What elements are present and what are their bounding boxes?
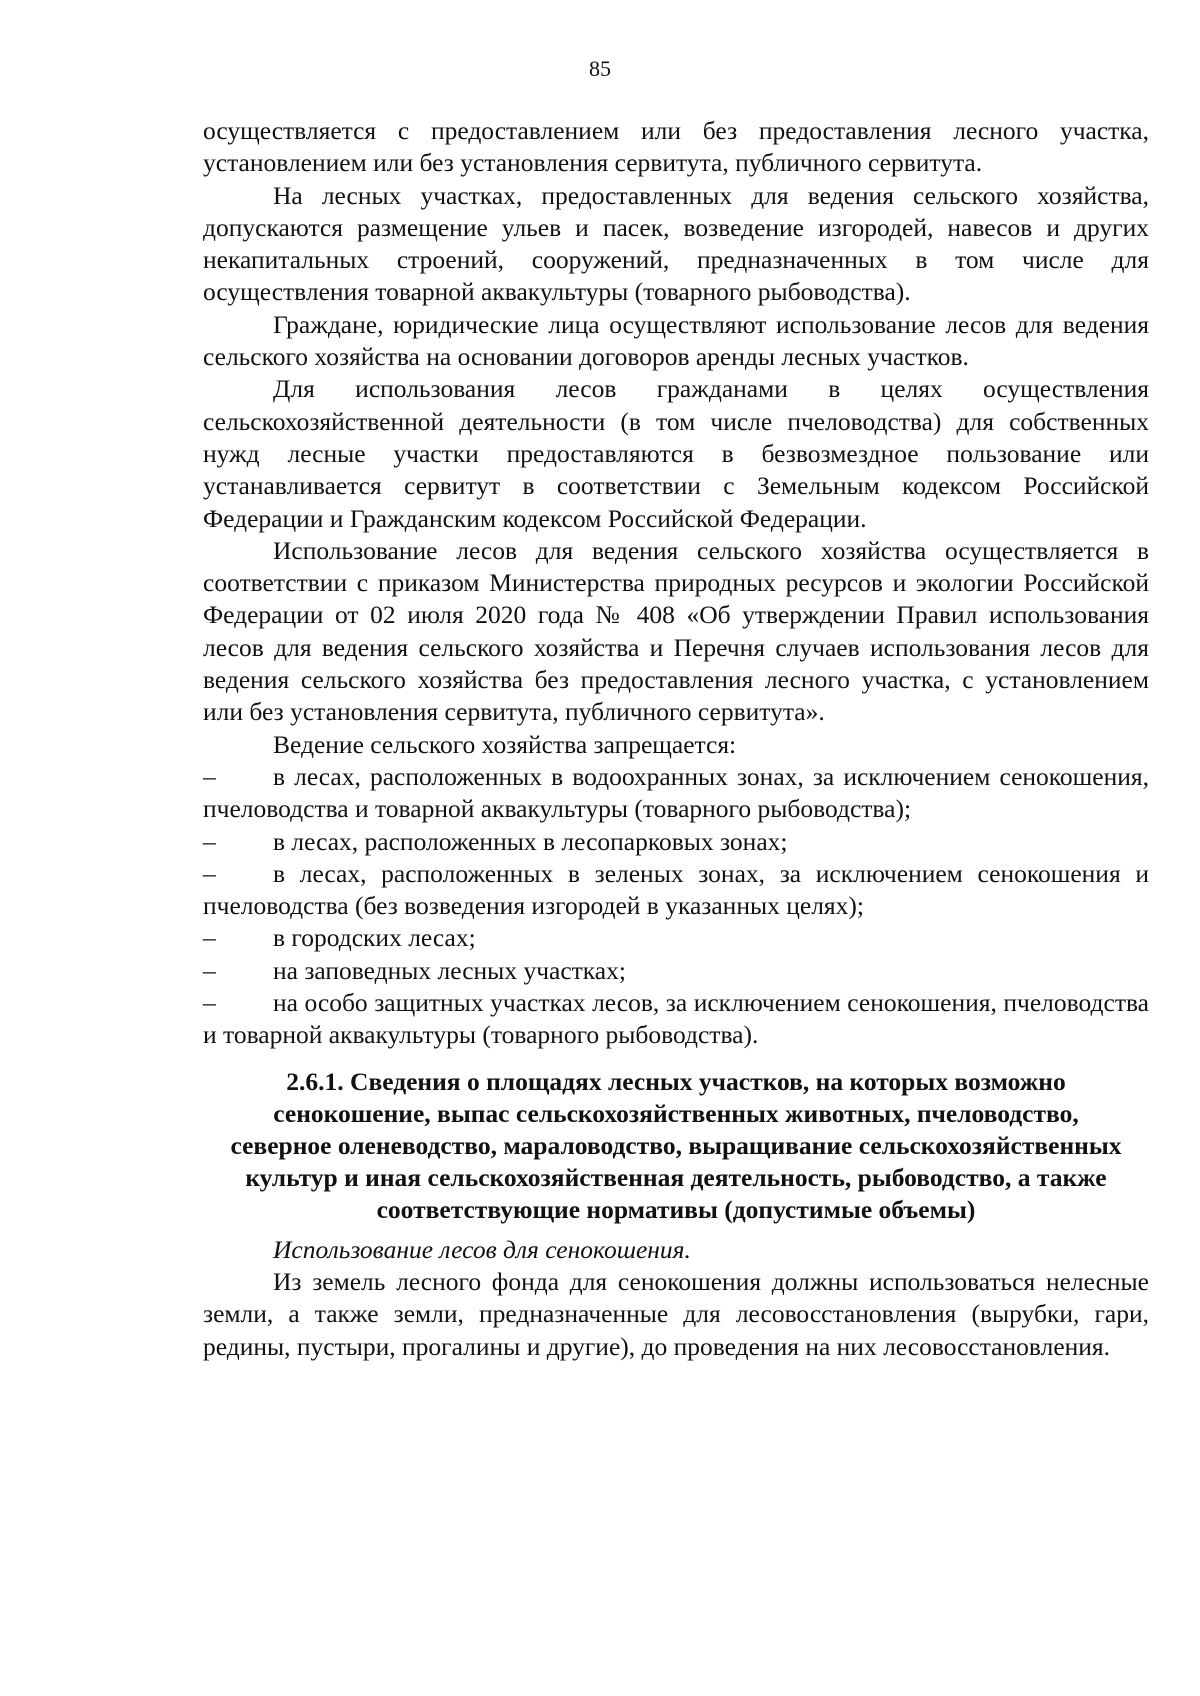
subheading-haymaking: Использование лесов для сенокошения. <box>273 1234 691 1264</box>
paragraph-prohibited-intro: Ведение сельского хозяйства запрещается: <box>273 729 737 759</box>
paragraph-haymaking-lands: Из земель лесного фонда для сенокошения должны использоваться нелесные земли, а также земли, предназначенные для лесовосстановления (вырубки, гари, редины, пустыри, прогалины и другие), до проведения на них лесовосстановления. <box>203 1266 1149 1361</box>
dash-marker: – <box>203 923 216 953</box>
list-item-text: в городских лесах; <box>273 923 476 953</box>
list-item-text: на особо защитных участках лесов, за исключением сенокошения, пчеловодства и товарной аквакультуры (товарного рыбоводства). <box>203 988 1149 1050</box>
list-item-text: на заповедных лесных участках; <box>273 955 626 985</box>
dash-marker: – <box>203 858 216 888</box>
paragraph-lease: Граждане, юридические лица осуществляют использование лесов для ведения сельского хозяйства на основании договоров аренды лесных участков. <box>203 309 1149 372</box>
dash-marker: – <box>203 988 216 1018</box>
list-item <box>203 955 1149 987</box>
dash-marker: – <box>203 955 216 985</box>
paragraph-order-408: Использование лесов для ведения сельского хозяйства осуществляется в соответствии с приказом Министерства природных ресурсов и экологии Российской Федерации от 02 июля 2020 года № 408 «Об утверждении Правил использования лесов для ведения сельского хозяйства и Перечня случаев использования лесов для ведения сельского хозяйства без предоставления лесного участка, с установлением или без установления сервитута, публичного сервитута». <box>203 535 1149 727</box>
paragraph-citizens-use: Для использования лесов гражданами в целях осуществления сельскохозяйственной деятельности (в том числе пчеловодства) для собственных нужд лесные участки предоставляются в безвозмездное пользование или устанавливается сервитут в соответствии с Земельным кодексом Российской Федерации и Гражданским кодексом Российской Федерации. <box>203 374 1149 533</box>
section-heading: 2.6.1. Сведения о площадях лесных участков, на которых возможно сенокошение, выпас сельскохозяйственных животных, пчеловодство, северное оленеводство, мараловодство, выращивание сельскохозяйственных культур и иная сельскохозяйственная деятельность, рыбоводство, а также соответствующие нормативы (допустимые объемы) <box>230 1066 1122 1224</box>
list-item <box>203 922 1149 954</box>
list-item <box>203 858 1149 923</box>
list-item-text: в лесах, расположенных в водоохранных зонах, за исключением сенокошения, пчеловодства и товарной аквакультуры (товарного рыбоводства); <box>203 761 1149 824</box>
list-item <box>203 987 1149 1052</box>
list-item-text: в лесах, расположенных в лесопарковых зонах; <box>273 826 788 856</box>
dash-marker: – <box>203 826 216 856</box>
page-number: 85 <box>589 56 611 81</box>
paragraph-structures: На лесных участках, предоставленных для ведения сельского хозяйства, допускаются размещение ульев и пасек, возведение изгородей, навесов и других некапитальных строений, сооружений, предназначенных в том числе для осуществления товарной аквакультуры (товарного рыбоводства). <box>203 180 1149 307</box>
list-item-text: в лесах, расположенных в зеленых зонах, за исключением сенокошения и пчеловодства (без возведения изгородей в указанных целях); <box>203 858 1149 921</box>
paragraph-continuation: осуществляется с предоставлением или без предоставления лесного участка, установлением или без установления сервитута, публичного сервитута. <box>203 116 1149 178</box>
dash-marker: – <box>203 761 216 791</box>
list-item <box>203 826 1149 858</box>
page-body <box>203 115 1149 1363</box>
list-item <box>203 761 1149 826</box>
